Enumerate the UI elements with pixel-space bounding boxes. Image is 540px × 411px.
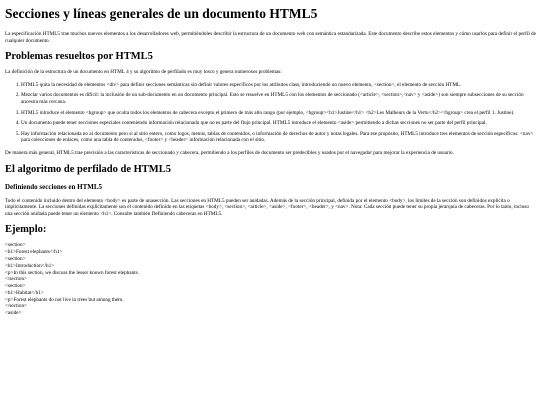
code-line: <p>Forest elephants do not live in trees but among them. <box>5 296 124 303</box>
list-item: 5. Hay información relacionada no al documento pero si al sitio entero, como logos, menús, tablas de contenidos, o información de derechos de autor y notas legales. Para ese propósito, HTML5 introduce tres elementos de sección específicos: <nav> para colecciones de enlaces, como una tabla de contenidos, <footer> y <header> información relacionada con el sitio. <box>21 131 536 144</box>
problems-closing-paragraph: De manera más general, HTML5 trae precisión a las características de seccionado y cabecera, permitiendo a los perfiles de documento ser predecibles y usados por el navegador para mejorar la experiencia de usuario. <box>5 149 454 156</box>
code-line: <section> <box>5 283 26 290</box>
list-item: 1. HTML5 quita la necesidad de elementos <div> para definir secciones semánticas sin definir valores específicos por los atributos class, introduciendo un nuevo elemento, <section>, el elemento de sección HTML. <box>21 82 536 89</box>
code-line: <h1>Habitat</h1> <box>5 289 44 296</box>
page-title: Secciones y líneas generales de un documento HTML5 <box>5 6 318 21</box>
subheading-defining-sections: Definiendo secciones en HTML5 <box>5 182 103 191</box>
code-line: <section> <box>5 255 26 262</box>
section-heading-problems: Problemas resueltos por HTML5 <box>5 51 153 63</box>
algorithm-paragraph: Todo el contenido incluido dentro del elemento <body> es parte de unasección. Las secciones en HTML5 pueden ser anidadas. Además de la sección principal, definida por el elemento <body>, los límites de la sección son definidos explícita o implícitamente. La secciones definidas explícitamente son el contenido definido en las etiquetas <body>, <section>, <article>, <aside>, <footer>, <header>, y <nav>. Nota: Cada sección puede tener su propia jerarquía de cabeceras. Por lo tanto, incluso una sección anidada puede tener un elemento <h1>. Consulte también Definiendo cabeceras en HTML5. <box>5 197 529 217</box>
code-line: </section> <box>5 276 27 283</box>
problems-list <box>5 82 536 144</box>
list-item: 4. Un documento puede tener secciones especiales conteniendo información relacionado que no es parte del flujo principal. HTML5 introduce el elemento <aside> permitiendo a dichas secciones no ser parte del perfil principal. <box>21 120 536 127</box>
document-page <box>0 6 540 317</box>
list-item: 3. HTML5 introduce el elemento <hgroup> que oculta todos los elementos de cabecera excepto el primero de más alto rango (por ejemplo, <hgroup><h1>Justine</h1> <h2>Les Malheurs de la Vertu</h2></hgroup> crea el perfil 1. Justine). <box>21 110 536 117</box>
list-item: 2. Mezclar varios documentos es difícil: la inclusión de un sub-documento en un documento principal. Esto se resuelve en HTML5 con los elementos de seccionado (<article>, <section>,<nav> y <aside>) son siempre subsecciones de su sección ancestra más cercana. <box>21 92 536 105</box>
example-code-block <box>5 242 536 317</box>
code-line: </section> <box>5 303 27 310</box>
code-line: <aside> <box>5 310 22 317</box>
code-line: <p>In this section, we discuss the lesser known forest elephants. <box>5 269 139 276</box>
code-line: <h1>Introduction</h1> <box>5 262 55 269</box>
intro-paragraph: La especificación HTML5 trae muchos nuevos elementos a los desarrolladores web, permitiéndoles describir la estructura de un documento web con semántica estandarizada. Este documento describe estos elementos y cómo usarlos para definir el perfil de cualquier documento. <box>5 31 536 44</box>
section-heading-algorithm: El algoritmo de perfilado de HTML5 <box>5 163 171 175</box>
code-line: <h1>Forest elephants</h1> <box>5 249 63 256</box>
section-heading-example: Ejemplo: <box>5 224 47 236</box>
code-line: <section> <box>5 242 26 249</box>
problems-lead-paragraph: La definición de la estructura de un documento en HTML 4 y su algoritmo de perfilado es muy tosco y genera numerosos problemas: <box>5 69 282 76</box>
